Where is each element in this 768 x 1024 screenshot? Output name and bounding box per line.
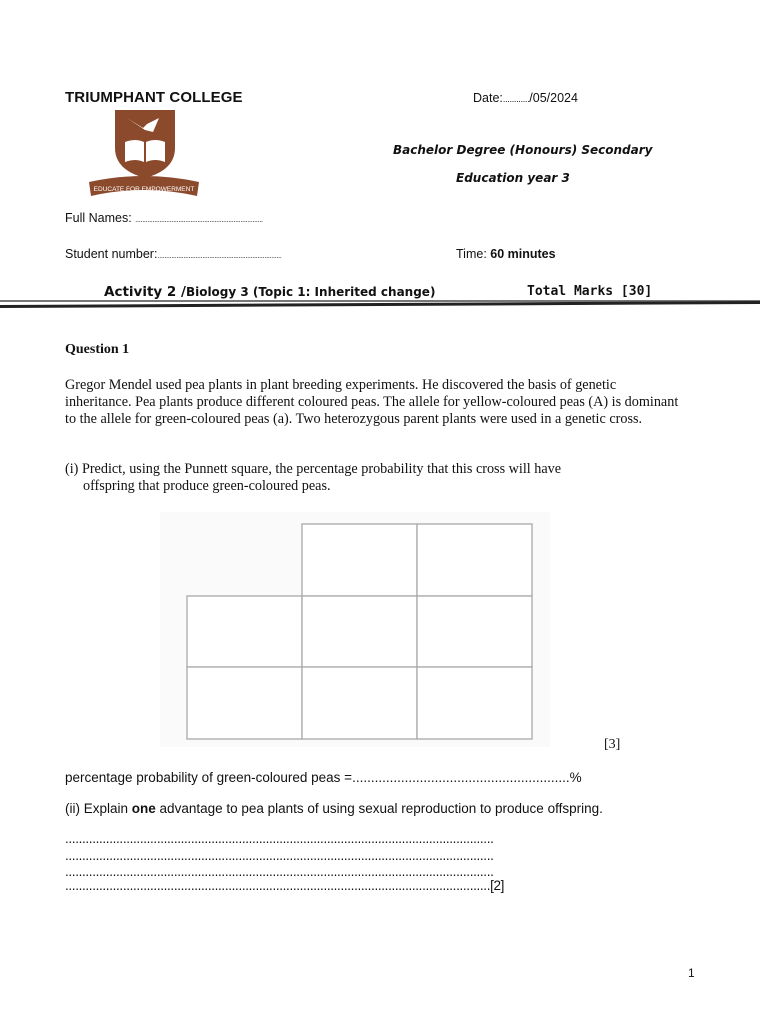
answer-line-3[interactable]: .............................................................................................................................. <box>65 864 494 879</box>
student-number-field <box>65 247 281 261</box>
book-left-icon <box>125 140 144 162</box>
student-number-label: Student number: <box>65 247 158 261</box>
punnett-square[interactable] <box>160 512 550 747</box>
page-number: 1 <box>688 966 695 980</box>
part-i-marks: [3] <box>604 737 621 752</box>
percentage-answer-line[interactable] <box>65 770 582 785</box>
time-label: Time: <box>456 247 487 261</box>
punnett-header-cell-1[interactable] <box>302 524 417 596</box>
full-names-dots: .......................................................................... <box>135 215 263 224</box>
punnett-cell-2-2[interactable] <box>417 667 532 739</box>
question-title: Question 1 <box>65 342 130 357</box>
date-field <box>473 91 578 105</box>
part-i-prompt <box>65 461 665 495</box>
punnett-cell-1-2[interactable] <box>417 596 532 667</box>
activity-title <box>104 284 435 300</box>
part-ii-prompt <box>65 801 603 816</box>
part-ii-marks: [2] <box>490 878 505 893</box>
part-i-line-2: offspring that produce green-coloured peas. <box>83 478 331 494</box>
book-right-icon <box>146 140 165 162</box>
college-logo <box>85 108 203 200</box>
total-marks: Total Marks [30] <box>527 284 653 299</box>
answer-line-1[interactable]: .............................................................................................................................. <box>65 831 494 846</box>
activity-main: Activity 2 / <box>104 284 186 300</box>
punnett-side-cell-1[interactable] <box>187 596 302 667</box>
part-ii-suffix: advantage to pea plants of using sexual reproduction to produce offspring. <box>155 801 603 816</box>
student-number-dots: ........................................................................ <box>157 251 282 260</box>
punnett-cell-1-1[interactable] <box>302 596 417 667</box>
punnett-cell-2-1[interactable] <box>302 667 417 739</box>
college-name: TRIUMPHANT COLLEGE <box>65 89 243 106</box>
shield-icon <box>115 110 175 178</box>
answer-line-2[interactable]: .............................................................................................................................. <box>65 848 494 863</box>
answer-line-4-dots[interactable]: ............................................................................................................................. <box>65 878 491 893</box>
part-ii-bold: one <box>131 801 156 816</box>
punnett-header-cell-2[interactable] <box>417 524 532 596</box>
question-intro: Gregor Mendel used pea plants in plant breeding experiments. He discovered the basis of genetic inheritance. Pea plants produce different coloured peas. The allele for yellow-coloured peas (A) is dominant to the allele for green-coloured peas (a). Two heterozygous parent plants were used in a genetic cross. <box>65 377 679 427</box>
motto-text: EDUCATE FOR EMPOWERMENT <box>93 186 195 193</box>
time-field <box>456 247 556 261</box>
date-label: Date: <box>473 91 503 105</box>
percentage-unit: % <box>569 770 582 785</box>
percentage-label: percentage probability of green-coloured peas = <box>65 770 353 785</box>
punnett-side-cell-2[interactable] <box>187 667 302 739</box>
degree-title: Bachelor Degree (Honours) Secondary <box>393 143 653 157</box>
date-dots: ............ <box>502 94 530 104</box>
activity-sub: Biology 3 (Topic 1: Inherited change) <box>185 285 436 299</box>
answer-line-4[interactable] <box>65 878 504 893</box>
education-year: Education year 3 <box>456 171 570 185</box>
header-divider-thick <box>0 301 760 308</box>
percentage-dots[interactable]: .......................................................... <box>352 770 570 785</box>
date-value: /05/2024 <box>529 91 578 105</box>
full-names-field <box>65 211 263 225</box>
full-names-label: Full Names: <box>65 211 132 225</box>
part-i-line-1: (i) Predict, using the Punnett square, the percentage probability that this cross will have <box>65 461 562 477</box>
time-value: 60 minutes <box>490 247 556 261</box>
part-ii-prefix: (ii) Explain <box>65 801 132 816</box>
